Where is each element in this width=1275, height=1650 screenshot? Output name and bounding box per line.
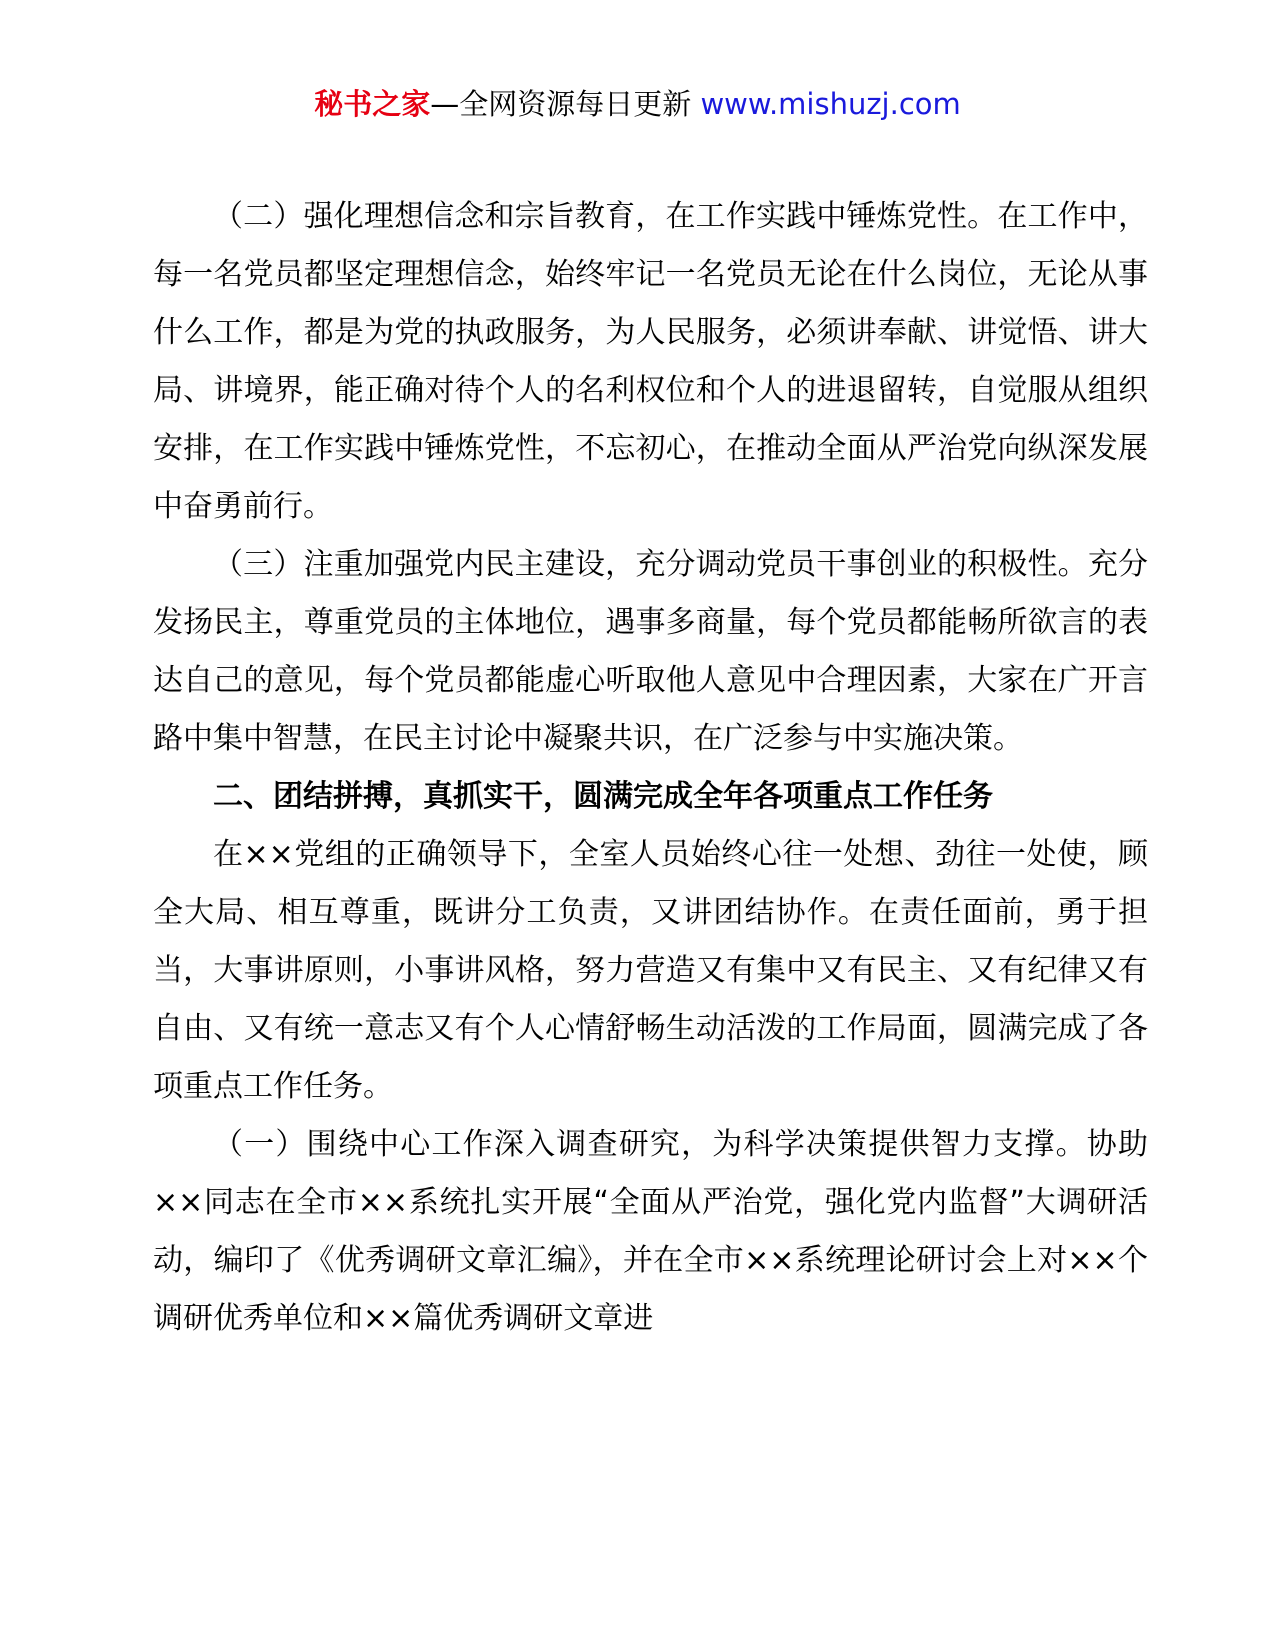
site-url[interactable]: www.mishuzj.com: [700, 87, 961, 121]
document-body: [153, 188, 1148, 1348]
section-heading-two: 二、团结拼搏，真抓实干，圆满完成全年各项重点工作任务: [213, 779, 993, 814]
paragraph-inner-democracy: （三）注重加强党内民主建设，充分调动党员干事创业的积极性。充分发扬民主，尊重党员的主体地位，遇事多商量，每个党员都能畅所欲言的表达自己的意见，每个党员都能虚心听取他人意见中合理因素，大家在广开言路中集中智慧，在民主讨论中凝聚共识，在广泛参与中实施决策。: [153, 547, 1148, 756]
paragraph-ideals-education: （二）强化理想信念和宗旨教育，在工作实践中锤炼党性。在工作中，每一名党员都坚定理想信念，始终牢记一名党员无论在什么岗位，无论从事什么工作，都是为党的执政服务，为人民服务，必须讲奉献、讲觉悟、讲大局、讲境界，能正确对待个人的名利权位和个人的进退留转，自觉服从组织安排，在工作实践中锤炼党性，不忘初心，在推动全面从严治党向纵深发展中奋勇前行。: [153, 199, 1148, 524]
paragraph-leadership: 在××党组的正确领导下，全室人员始终心往一处想、劲往一处使，顾全大局、相互尊重，既讲分工负责，又讲团结协作。在责任面前，勇于担当，大事讲原则，小事讲风格，努力营造又有集中又有民主、又有纪律又有自由、又有统一意志又有个人心情舒畅生动活泼的工作局面，圆满完成了各项重点工作任务。: [153, 837, 1148, 1104]
header-tagline: —全网资源每日更新: [430, 87, 701, 121]
brand-name: 秘书之家: [314, 87, 431, 121]
paragraph-research: （一）围绕中心工作深入调查研究，为科学决策提供智力支撑。协助××同志在全市××系统扎实开展“全面从严治党，强化党内监督”大调研活动，编印了《优秀调研文章汇编》，并在全市××系统理论研讨会上对××个调研优秀单位和××篇优秀调研文章进: [153, 1127, 1148, 1336]
page-header: [0, 82, 1275, 126]
